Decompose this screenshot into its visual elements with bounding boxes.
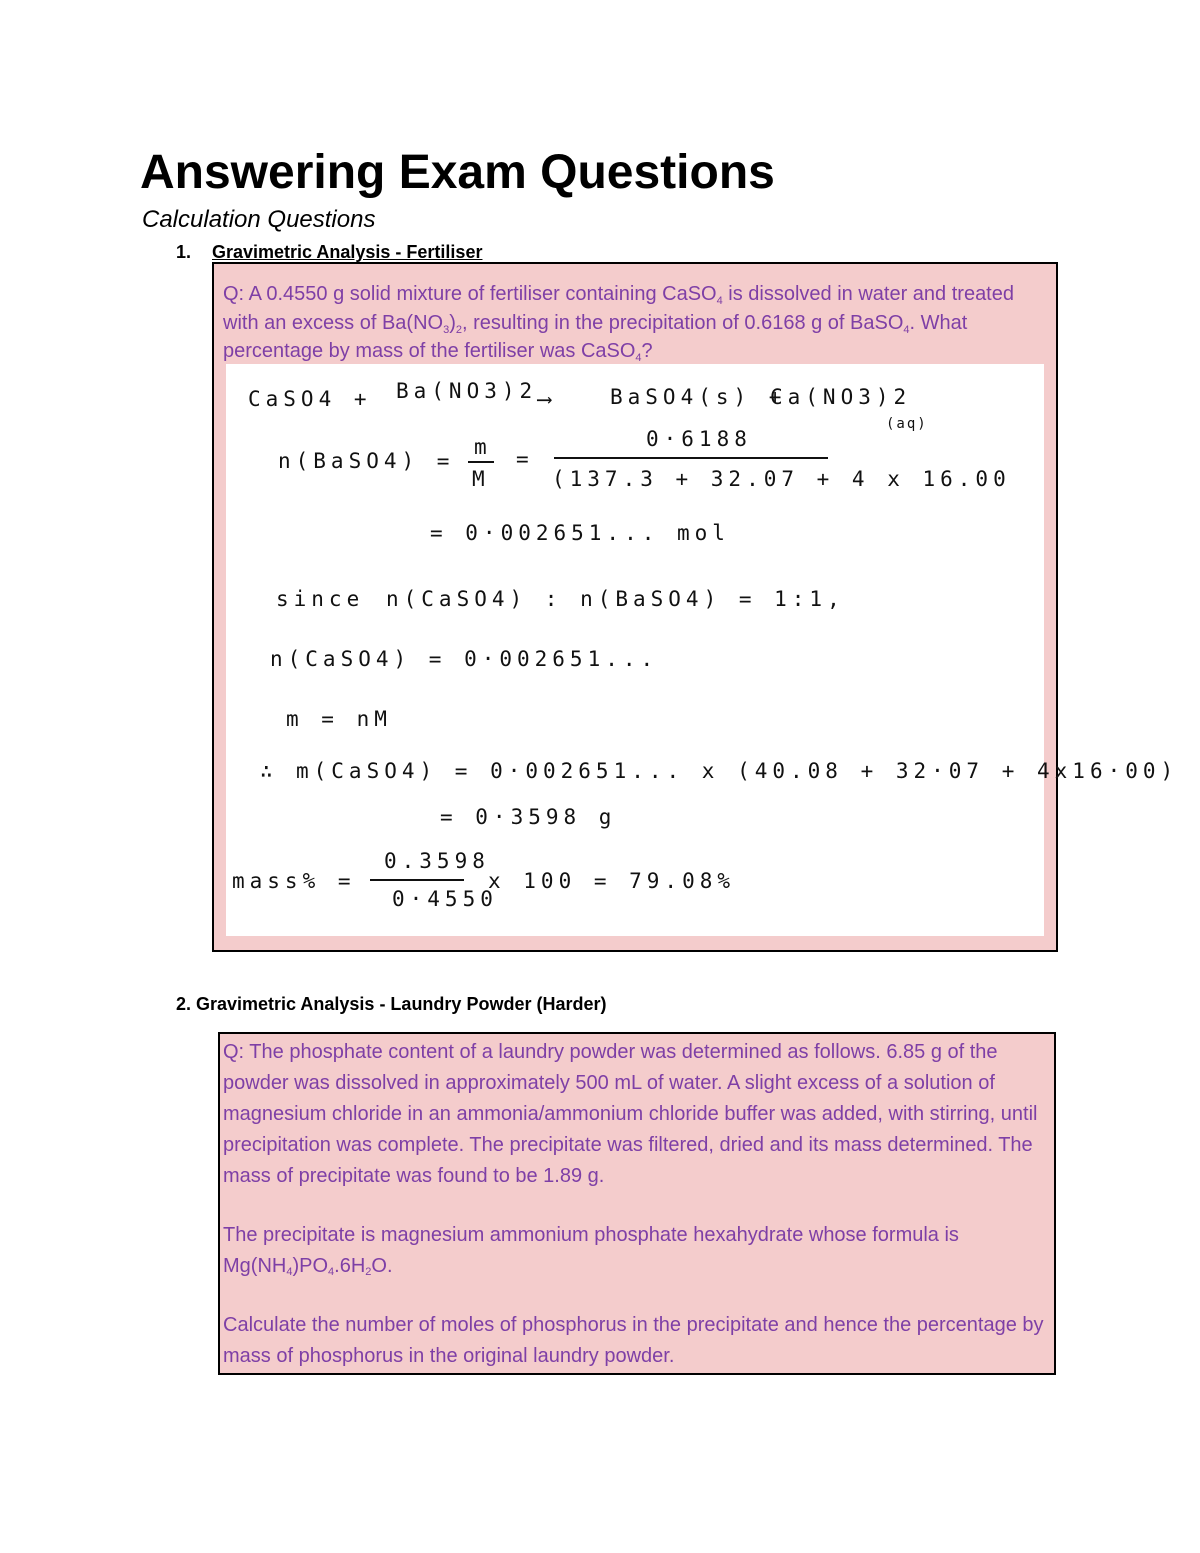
working-line-9-rest: x 100 = 79.08% <box>488 869 736 893</box>
working-line-9-num: 0.3598 <box>384 849 490 873</box>
working-line-1-arrow: ⟶ <box>538 387 556 411</box>
question-1-number: 1. <box>176 242 192 262</box>
section-subtitle: Calculation Questions <box>142 206 376 233</box>
working-line-1-e: (aq) <box>886 416 928 432</box>
page-title: Answering Exam Questions <box>140 146 775 199</box>
working-line-7-therefore: ∴ <box>260 759 278 783</box>
question-2-box <box>218 1032 1056 1375</box>
working-line-1-b: Ba(NO3)2 <box>396 379 538 403</box>
working-line-9-lhs: mass% = <box>232 869 356 893</box>
question-1-box <box>212 262 1179 952</box>
question-2-heading: 2. Gravimetric Analysis - Laundry Powder (Harder) <box>176 994 607 1014</box>
question-1-text: Q: A 0.4550 g solid mixture of fertiliser containing CaSO$_4$ is dissolved in water and treated with an excess of $Ba(NO_3)_2$, resulting in the precipitation of 0.6168 g of BaSO$_4$. What percentage by mass of the fertiliser was CaSO$_4$? <box>223 283 1014 364</box>
working-line-2-m: m <box>474 435 492 459</box>
working-line-7: m(CaSO4) = 0·002651... x (40.08 + 32·07 + 4x16·00) <box>296 759 1179 783</box>
handwritten-working-image <box>226 364 1179 936</box>
working-line-2-eq: = <box>516 447 534 471</box>
working-line-3: = 0·002651... mol <box>430 521 730 545</box>
working-line-6: m = nM <box>286 707 392 731</box>
question-2-paragraph-2: The precipitate is magnesium ammonium phosphate hexahydrate whose formula is $Mg(NH_4)PO_4.6H_2O$. <box>223 1224 959 1278</box>
question-1-title: Gravimetric Analysis - Fertiliser <box>212 242 483 262</box>
working-line-1-a: CaSO4 + <box>248 387 372 411</box>
working-line-4-a: since <box>276 587 365 611</box>
working-line-5: n(CaSO4) = 0·002651... <box>270 647 659 671</box>
question-2-paragraph-3: Calculate the number of moles of phosphorus in the precipitate and hence the percentage by mass of phosphorus in the original laundry powder. <box>223 1314 1044 1367</box>
working-line-9-den: 0·4550 <box>392 887 498 911</box>
question-1-heading <box>176 240 482 264</box>
working-line-2-M: M <box>472 467 490 491</box>
question-2-text <box>223 1037 1053 1372</box>
working-line-1-d: Ca(NO3)2 <box>770 385 912 409</box>
working-line-4-b: n(CaSO4) : n(BaSO4) = 1:1, <box>386 587 845 611</box>
working-line-2-lhs: n(BaSO4) = <box>278 449 455 473</box>
working-line-8: = 0·3598 g <box>440 805 617 829</box>
working-line-2-num: 0·6188 <box>646 427 752 451</box>
working-svg <box>226 364 1179 936</box>
working-line-2-den: (137.3 + 32.07 + 4 x 16.00 <box>552 467 1011 491</box>
question-2-paragraph-1: Q: The phosphate content of a laundry powder was determined as follows. 6.85 g of the powder was dissolved in approximately 500 mL of water. A slight excess of a solution of magnesium chloride in an ammonia/ammonium chloride buffer was added, with stirring, until precipitation was complete. The precipitate was filtered, dried and its mass determined. The mass of precipitate was found to be 1.89 g. <box>223 1041 1038 1187</box>
working-line-1-c: BaSO4(s) + <box>610 385 787 409</box>
